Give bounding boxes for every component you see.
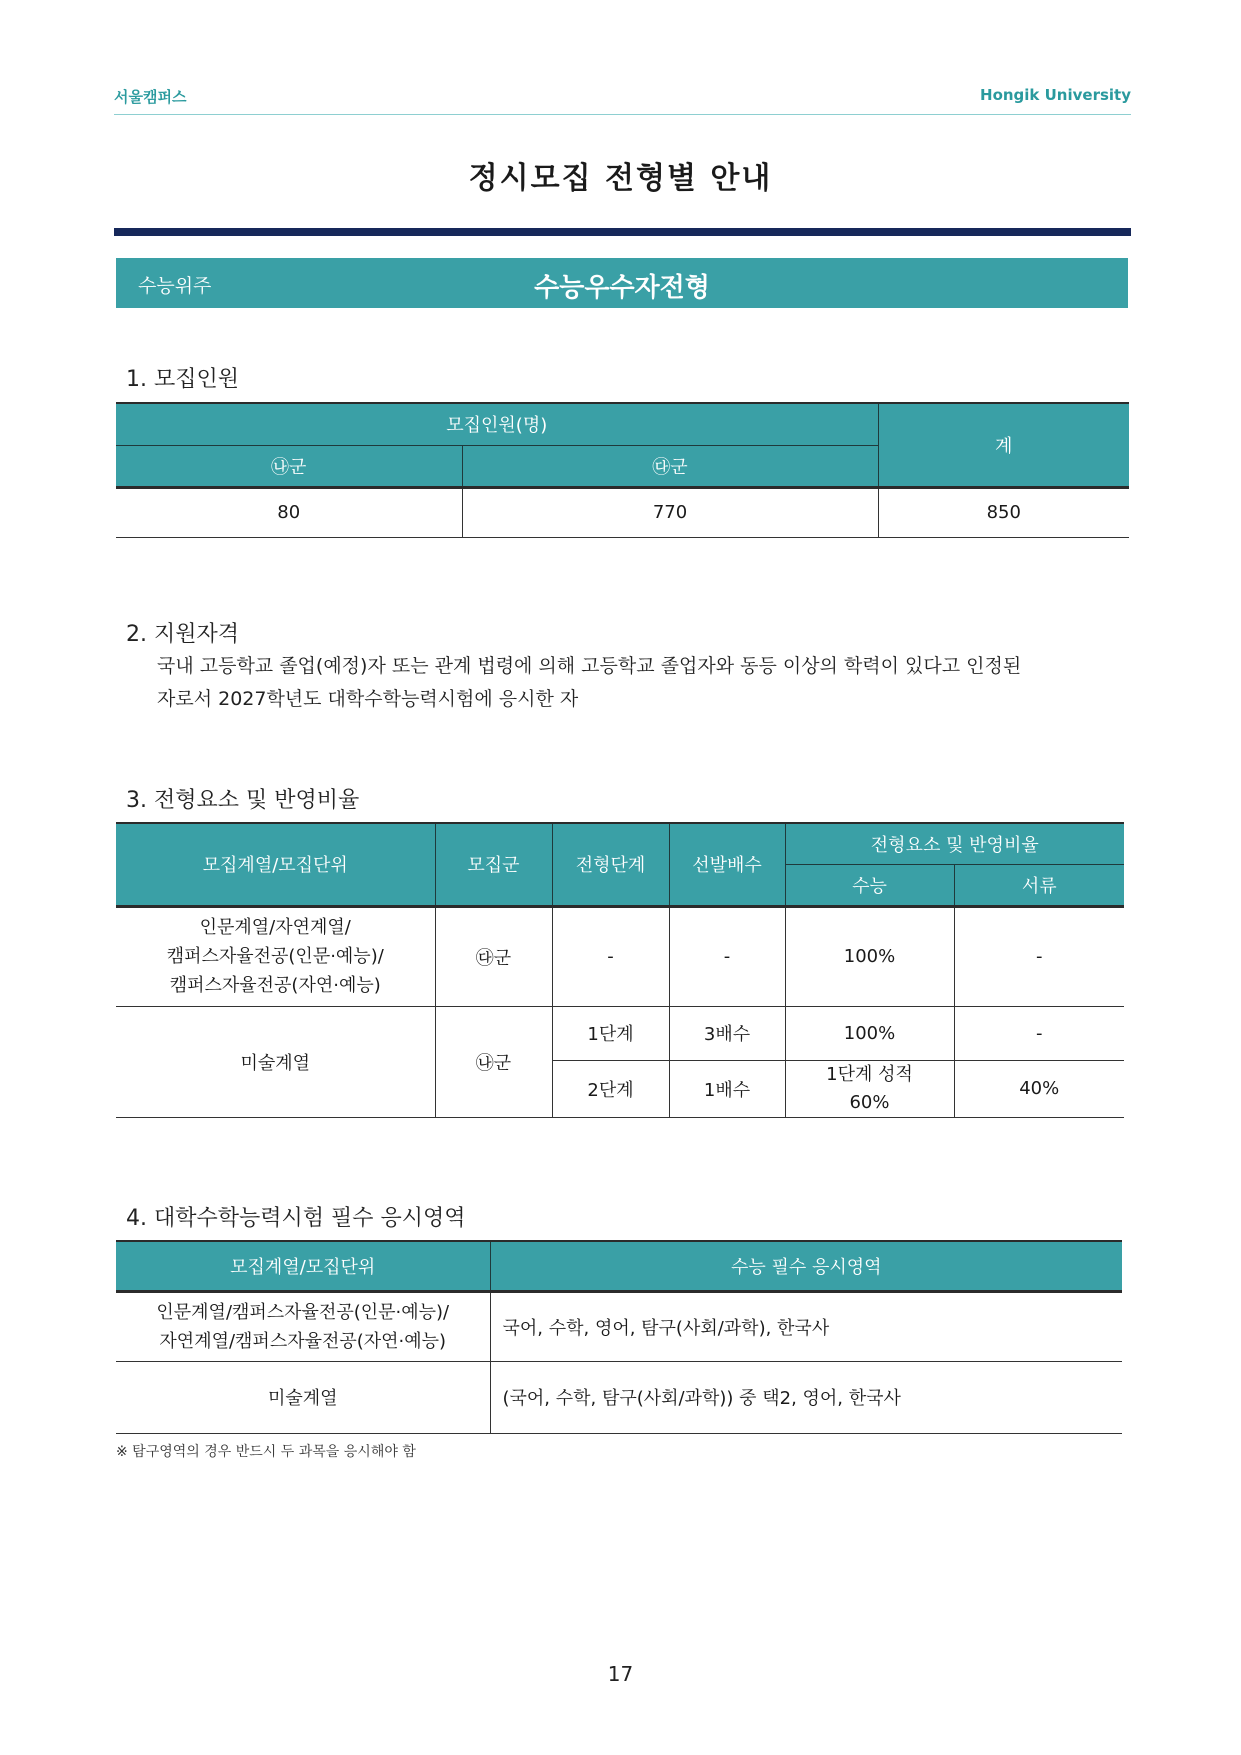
evaluation-table xyxy=(116,822,1124,1118)
section4-title: 4. 대학수학능력시험 필수 응시영역 xyxy=(126,1206,466,1231)
eval-docs-header: 서류 xyxy=(954,864,1124,906)
eval-r1-docs: - xyxy=(954,906,1124,1006)
page-number: 17 xyxy=(607,1662,634,1686)
eval-r1-unit-line2: 캠퍼스자율전공(인문·예능)/ xyxy=(166,946,384,967)
eval-r1-multiple: - xyxy=(669,906,785,1006)
areas-r1-unit-line2: 자연계열/캠퍼스자율전공(자연·예능) xyxy=(159,1330,447,1352)
quota-group-header: 모집인원(명) xyxy=(116,403,878,445)
eval-r1-unit-line1: 인문계열/자연계열/ xyxy=(199,917,351,938)
eligibility-line1: 국내 고등학교 졸업(예정)자 또는 관계 법령에 의해 고등학교 졸업자와 동등 이상의 학력이 있다고 인정된 xyxy=(157,655,1022,677)
eval-r2a-stage: 1단계 xyxy=(552,1006,669,1060)
eval-multiple-header: 선발배수 xyxy=(669,823,785,906)
eval-r2-group: ㉯군 xyxy=(435,1006,552,1117)
header-campus: 서울캠퍼스 xyxy=(114,88,187,106)
eval-r2b-suneung xyxy=(785,1060,954,1117)
table-row xyxy=(116,1006,1124,1060)
eval-group-header: 모집군 xyxy=(435,823,552,906)
page-title: 정시모집 전형별 안내 xyxy=(468,161,773,196)
quota-na-header: ㉯군 xyxy=(116,445,462,487)
quota-na-value: 80 xyxy=(116,487,462,537)
quota-table xyxy=(116,402,1129,538)
eval-r2b-multiple: 1배수 xyxy=(669,1060,785,1117)
quota-da-value: 770 xyxy=(462,487,878,537)
eval-unit-header: 모집계열/모집단위 xyxy=(116,823,435,906)
section1-title: 1. 모집인원 xyxy=(126,367,239,392)
banner-tag: 수능위주 xyxy=(138,275,212,297)
eval-r2a-multiple: 3배수 xyxy=(669,1006,785,1060)
eval-r2b-docs: 40% xyxy=(954,1060,1124,1117)
eval-r2b-suneung-line1: 1단계 성적 xyxy=(826,1063,913,1085)
areas-unit-header: 모집계열/모집단위 xyxy=(116,1241,490,1291)
eval-r1-stage: - xyxy=(552,906,669,1006)
eval-r2b-stage: 2단계 xyxy=(552,1060,669,1117)
eval-suneung-header: 수능 xyxy=(785,864,954,906)
eval-elements-header: 전형요소 및 반영비율 xyxy=(785,823,1124,864)
areas-r1-unit xyxy=(116,1291,490,1361)
section2-title: 2. 지원자격 xyxy=(126,622,239,647)
table-row xyxy=(116,906,1124,1006)
table-row xyxy=(116,487,1129,537)
header-university: Hongik University xyxy=(980,86,1131,104)
footnote: ※ 탐구영역의 경우 반드시 두 과목을 응시해야 함 xyxy=(116,1444,416,1460)
eligibility-line2: 자로서 2027학년도 대학수학능력시험에 응시한 자 xyxy=(157,688,579,710)
eval-r2a-docs: - xyxy=(954,1006,1124,1060)
eval-r2-unit: 미술계열 xyxy=(116,1006,435,1117)
banner-name: 수능우수자전형 xyxy=(534,273,710,303)
eval-r2a-suneung: 100% xyxy=(785,1006,954,1060)
quota-da-header: ㉰군 xyxy=(462,445,878,487)
eval-r2b-suneung-line2: 60% xyxy=(849,1091,890,1113)
title-underline-bar xyxy=(114,228,1131,236)
quota-total-header: 계 xyxy=(878,403,1129,487)
required-areas-table xyxy=(116,1240,1122,1434)
areas-r2-value: (국어, 수학, 탐구(사회/과학)) 중 택2, 영어, 한국사 xyxy=(490,1361,1122,1433)
admission-type-banner xyxy=(116,258,1128,308)
eval-r1-unit xyxy=(116,906,435,1006)
eval-stage-header: 전형단계 xyxy=(552,823,669,906)
eval-r1-suneung: 100% xyxy=(785,906,954,1006)
areas-r1-value: 국어, 수학, 영어, 탐구(사회/과학), 한국사 xyxy=(490,1291,1122,1361)
quota-total-value: 850 xyxy=(878,487,1129,537)
section3-title: 3. 전형요소 및 반영비율 xyxy=(126,788,360,813)
eval-r1-unit-line3: 캠퍼스자율전공(자연·예능) xyxy=(169,975,381,996)
table-row xyxy=(116,1291,1122,1361)
areas-header: 수능 필수 응시영역 xyxy=(490,1241,1122,1291)
areas-r2-unit: 미술계열 xyxy=(116,1361,490,1433)
table-row xyxy=(116,1361,1122,1433)
eval-r1-group: ㉰군 xyxy=(435,906,552,1006)
header-divider xyxy=(114,114,1131,115)
areas-r1-unit-line1: 인문계열/캠퍼스자율전공(인문·예능)/ xyxy=(156,1301,450,1323)
